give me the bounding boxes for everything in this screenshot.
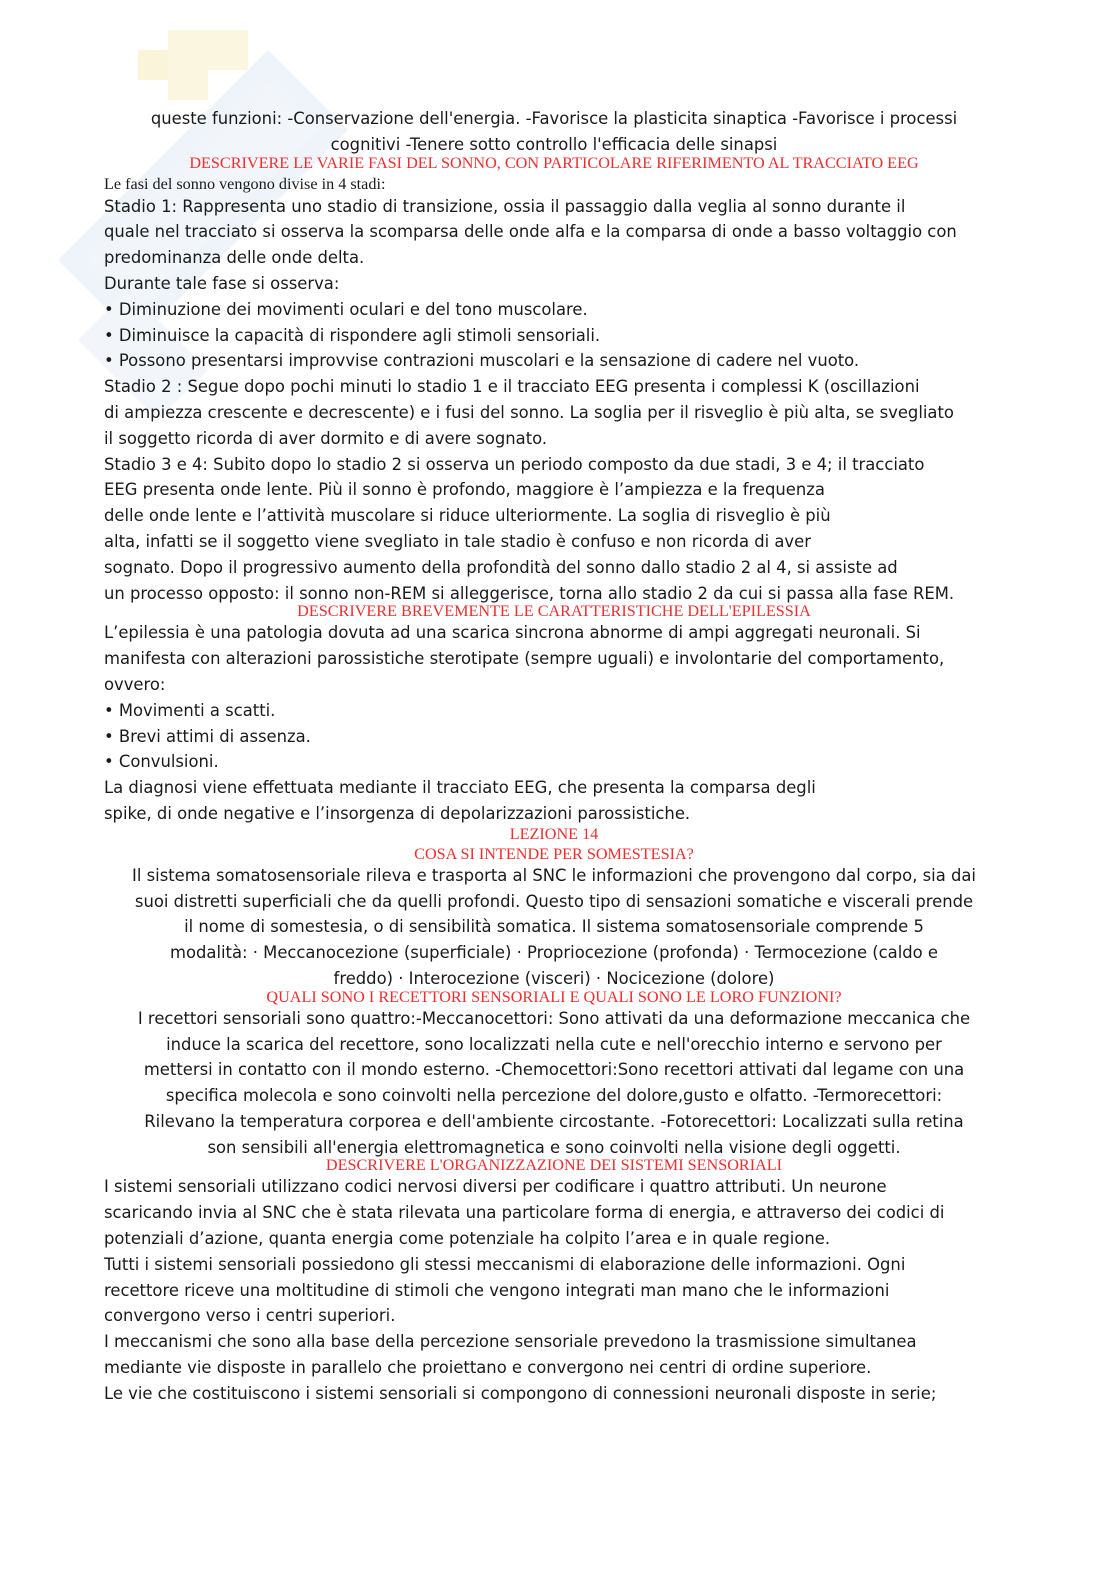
list-item: • Brevi attimi di assenza. <box>104 726 311 746</box>
text-line: quale nel tracciato si osserva la scomparsa delle onde alfa e la comparsa di onde a basso voltaggio con <box>104 222 957 242</box>
text-line: scaricando invia al SNC che è stata rilevata una particolare forma di energia, e attraverso dei codici di <box>104 1203 945 1223</box>
organizzazione-section <box>104 1174 1004 1406</box>
text-line: delle onde lente e l’attività muscolare si riduce ulteriormente. La soglia di risveglio è più <box>104 506 831 526</box>
heading-epilessia: DESCRIVERE BREVEMENTE LE CARATTERISTICHE DELL'EPILESSIA <box>297 602 811 621</box>
text-line: I meccanismi che sono alla base della percezione sensoriale prevedono la trasmissione simultanea <box>104 1332 917 1352</box>
text-line: recettore riceve una moltitudine di stimoli che vengono integrati man mano che le informazioni <box>104 1280 890 1300</box>
text-line: I recettori sensoriali sono quattro:-Meccanocettori: Sono attivati da una deformazione meccanica che <box>137 1008 971 1028</box>
text-line: induce la scarica del recettore, sono localizzati nella cute e nell'orecchio interno e servono per <box>166 1034 942 1054</box>
text-line: I sistemi sensoriali utilizzano codici nervosi diversi per codificare i quattro attributi. Un neurone <box>104 1177 887 1197</box>
epilessia-section <box>104 620 1004 826</box>
list-item: • Diminuisce la capacità di rispondere agli stimoli sensoriali. <box>104 325 601 345</box>
text-line: EEG presenta onde lente. Più il sonno è profondo, maggiore è l’ampiezza e la frequenza <box>104 480 825 500</box>
text-line: specifica molecola e sono coinvolti nella percezione del dolore,gusto e olfatto. -Termorecettori: <box>165 1086 943 1106</box>
text-line: Tutti i sistemi sensoriali possiedono gli stessi meccanismi di elaborazione delle informazioni. Ogni <box>104 1254 906 1274</box>
text-line: Durante tale fase si osserva: <box>104 273 340 293</box>
heading-recettori: QUALI SONO I RECETTORI SENSORIALI E QUALI SONO LE LORO FUNZIONI? <box>266 987 842 1006</box>
text-line: L’epilessia è una patologia dovuta ad una scarica sincrona abnorme di ampi aggregati neuronali. Si <box>104 623 921 643</box>
text-line: son sensibili all'energia elettromagnetica e sono coinvolti nella visione degli oggetti. <box>207 1137 901 1157</box>
text-line: La diagnosi viene effettuata mediante il tracciato EEG, che presenta la comparsa degli <box>104 778 816 798</box>
heading-fasi-sonno: DESCRIVERE LE VARIE FASI DEL SONNO, CON PARTICOLARE RIFERIMENTO AL TRACCIATO EEG <box>189 153 919 172</box>
text-line: Le vie che costituiscono i sistemi sensoriali si compongono di connessioni neuronali disposte in serie; <box>104 1383 937 1403</box>
text-line: di ampiezza crescente e decrescente) e i fusi del sonno. La soglia per il risveglio è più alta, se svegliato <box>104 402 954 422</box>
text-line: il nome di somestesia, o di sensibilità somatica. Il sistema somatosensoriale comprende 5 <box>184 917 924 937</box>
document-page <box>104 106 1004 1407</box>
text-line: queste funzioni: -Conservazione dell'energia. -Favorisce la plasticita sinaptica -Favorisce i processi <box>150 109 958 128</box>
text-line: Stadio 3 e 4: Subito dopo lo stadio 2 si osserva un periodo composto da due stadi, 3 e 4; il tracciato <box>104 454 925 474</box>
text-line: il soggetto ricorda di aver dormito e di avere sognato. <box>104 428 548 448</box>
text-line: convergono verso i centri superiori. <box>104 1306 396 1326</box>
text-line: sognato. Dopo il progressivo aumento della profondità del sonno dallo stadio 2 al 4, si assiste ad <box>104 557 898 577</box>
recettori-section <box>104 1006 1004 1161</box>
sonno-intro: Le fasi del sonno vengono divise in 4 stadi: <box>104 174 386 193</box>
intro-paragraph <box>104 106 1004 158</box>
text-line: manifesta con alterazioni parossistiche sterotipate (sempre uguali) e involontarie del comportamento, <box>104 649 945 669</box>
text-line: Stadio 2 : Segue dopo pochi minuti lo stadio 1 e il tracciato EEG presenta i complessi K (oscillazioni <box>104 377 920 397</box>
text-line: mettersi in contatto con il mondo esterno. -Chemocettori:Sono recettori attivati dal legame con una <box>143 1060 965 1080</box>
somestesia-section <box>104 863 1004 992</box>
text-line: potenziali d’azione, quanta energia come potenziale ha colpito l’area e in quale regione. <box>104 1229 831 1249</box>
text-line: suoi distretti superficiali che da quelli profondi. Questo tipo di sensazioni somatiche e viscerali prende <box>134 891 974 911</box>
list-item: • Diminuzione dei movimenti oculari e del tono muscolare. <box>104 299 588 319</box>
list-item: • Convulsioni. <box>104 752 219 772</box>
heading-lezione: LEZIONE 14 <box>509 824 599 843</box>
text-line: mediante vie disposte in parallelo che proiettano e convergono nei centri di ordine superiore. <box>104 1358 872 1378</box>
list-item: • Movimenti a scatti. <box>104 700 276 720</box>
text-line: predominanza delle onde delta. <box>104 248 365 268</box>
text-line: spike, di onde negative e l’insorgenza di depolarizzazioni parossistiche. <box>104 803 691 823</box>
text-line: modalità: · Meccanocezione (superficiale) · Propriocezione (profonda) · Termocezione (caldo e <box>170 943 938 963</box>
text-line: Il sistema somatosensoriale rileva e trasporta al SNC le informazioni che provengono dal corpo, sia dai <box>132 865 976 885</box>
text-line: freddo) · Interocezione (visceri) · Nocicezione (dolore) <box>333 968 775 988</box>
list-item: • Possono presentarsi improvvise contrazioni muscolari e la sensazione di cadere nel vuoto. <box>104 351 860 371</box>
text-line: cognitivi -Tenere sotto controllo l'efficacia delle sinapsi <box>330 134 778 154</box>
heading-organizzazione: DESCRIVERE L'ORGANIZZAZIONE DEI SISTEMI SENSORIALI <box>325 1156 783 1175</box>
text-line: Rilevano la temperatura corporea e dell'ambiente circostante. -Fotorecettori: Localizzati sulla retina <box>144 1111 964 1131</box>
text-line: Stadio 1: Rappresenta uno stadio di transizione, ossia il passaggio dalla veglia al sonno durante il <box>104 196 906 216</box>
sonno-section <box>104 194 1004 607</box>
text-line: un processo opposto: il sonno non-REM si alleggerisce, torna allo stadio 2 da cui si passa alla fase REM. <box>104 583 955 603</box>
heading-somestesia: COSA SI INTENDE PER SOMESTESIA? <box>414 844 694 863</box>
text-line: ovvero: <box>104 674 166 694</box>
text-line: alta, infatti se il soggetto viene svegliato in tale stadio è confuso e non ricorda di aver <box>104 531 811 551</box>
